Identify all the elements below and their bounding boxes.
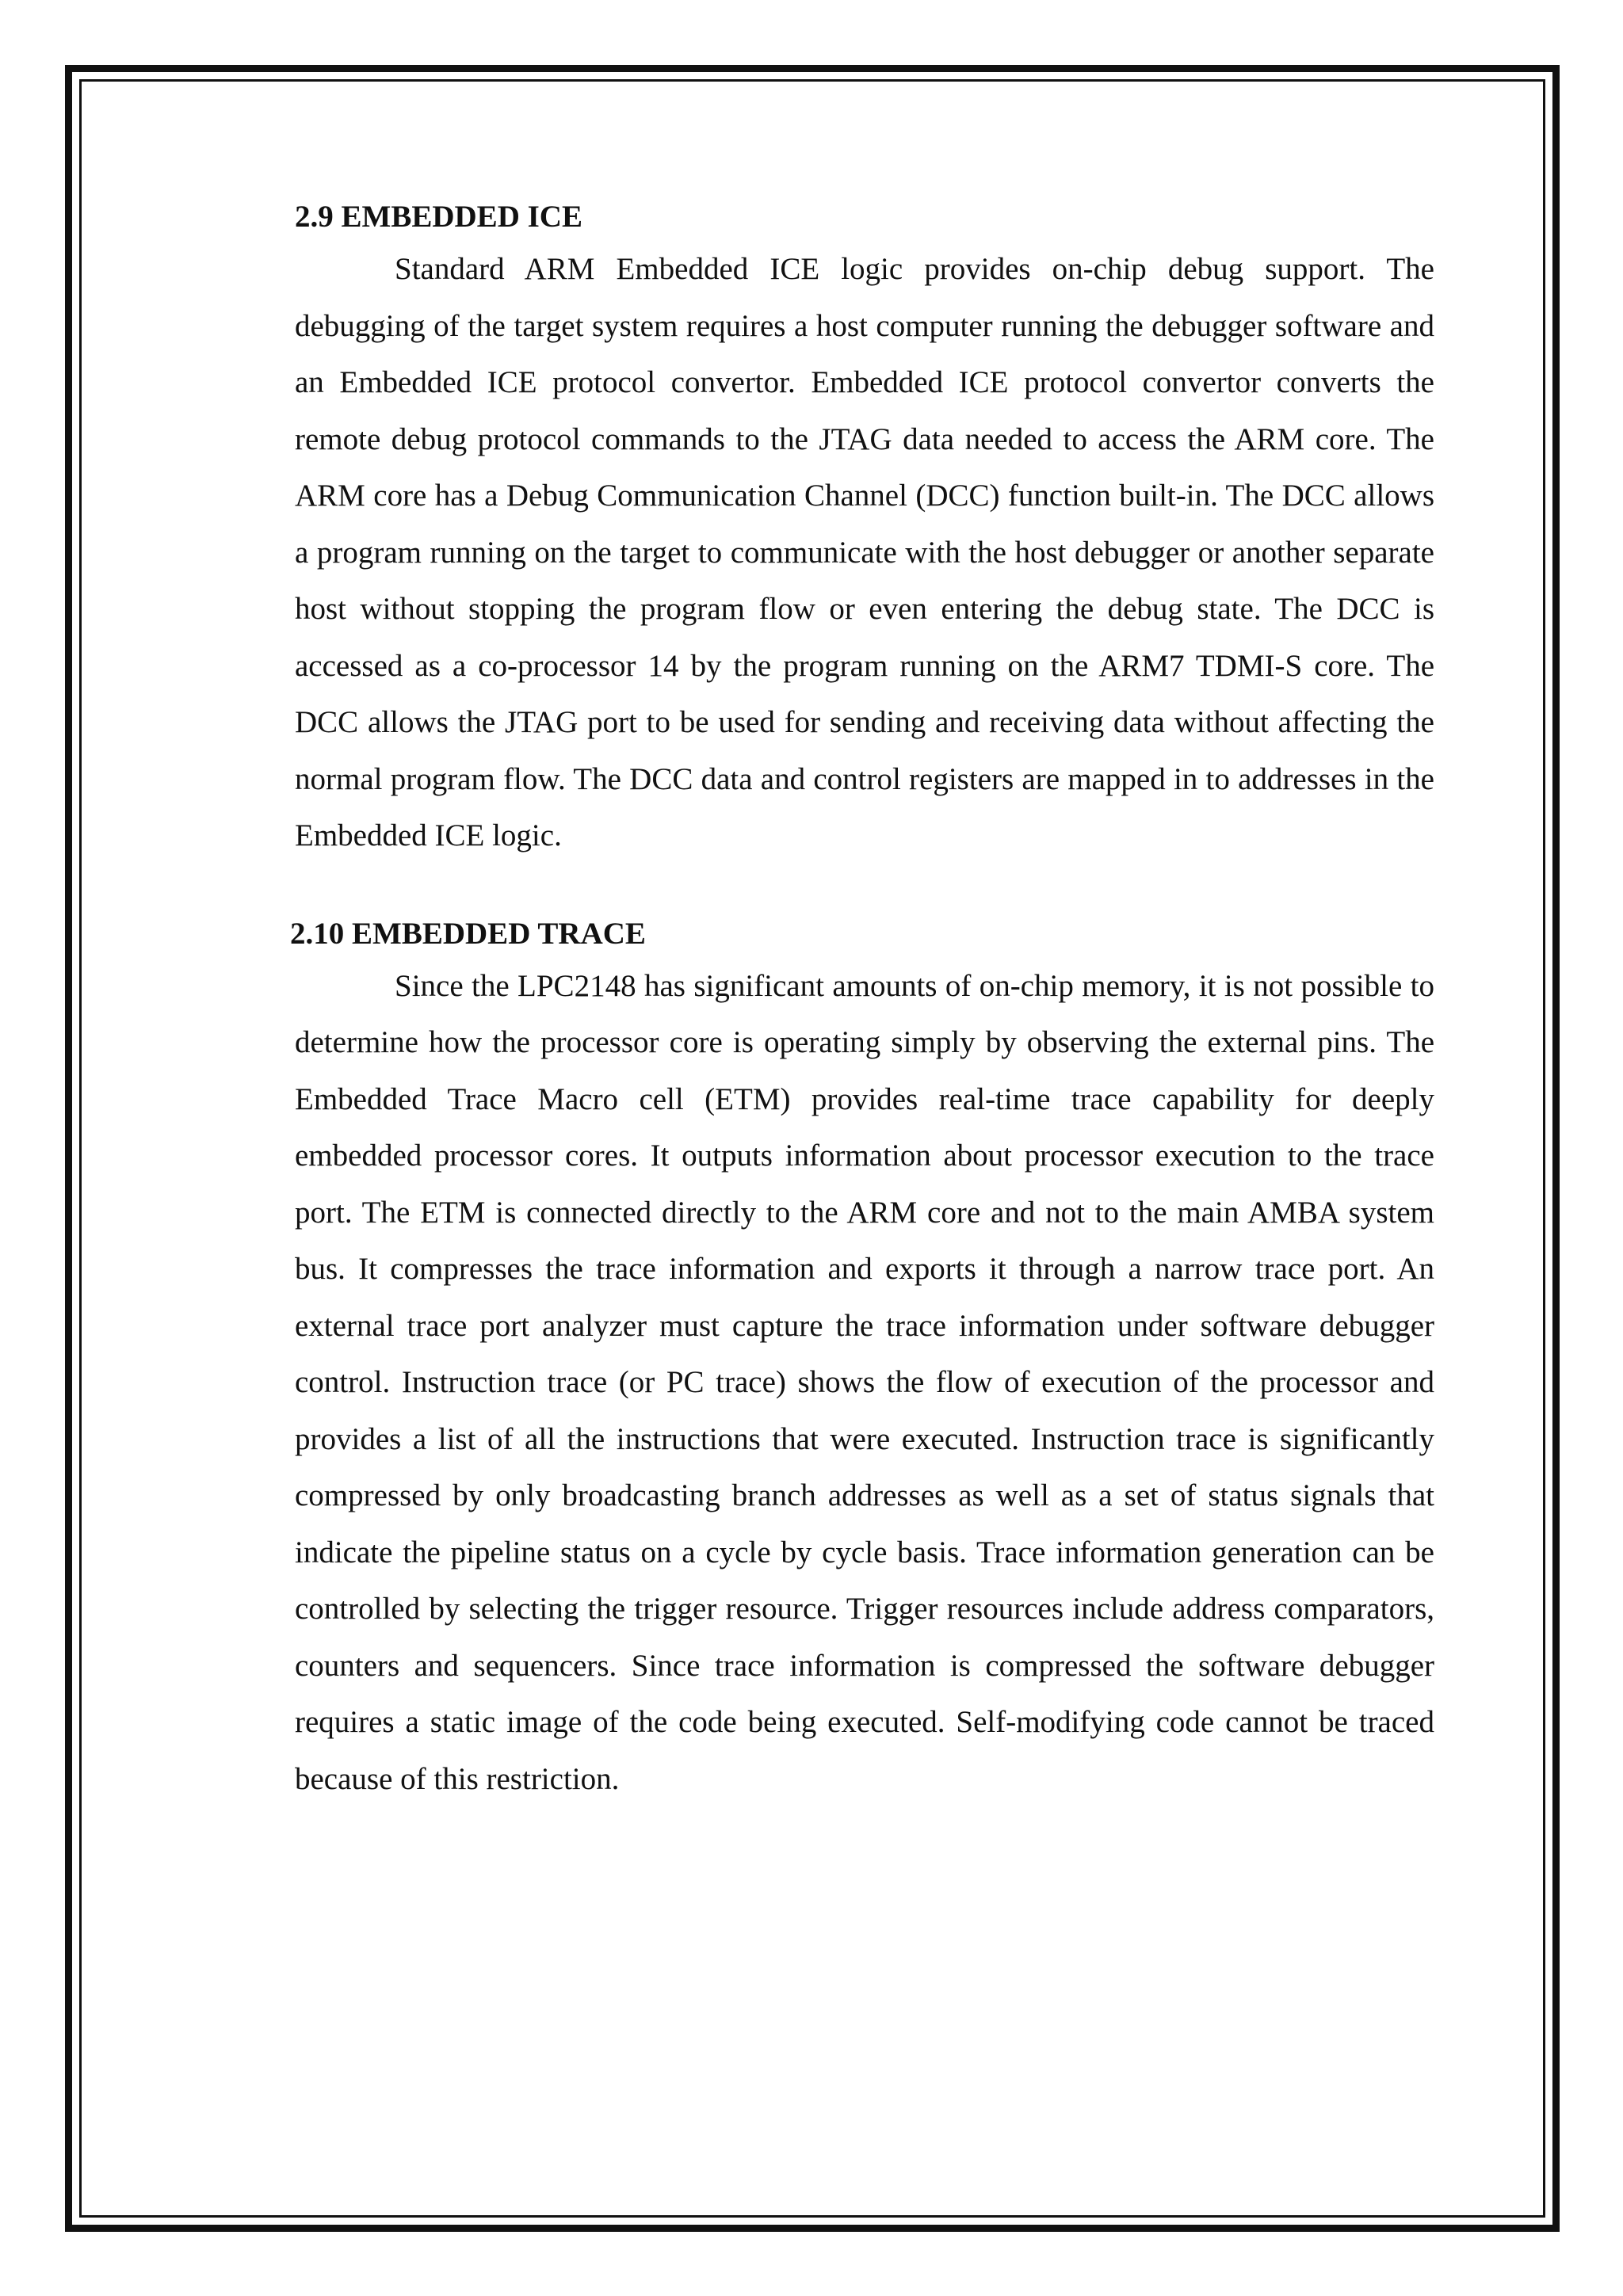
- section-heading-embedded-trace: 2.10 EMBEDDED TRACE: [290, 916, 646, 951]
- section-heading-embedded-ice: 2.9 EMBEDDED ICE: [295, 200, 582, 234]
- page-content: [290, 193, 1434, 1807]
- section-body-embedded-trace: Since the LPC2148 has significant amounts of on-chip memory, it is not possible to determine how the processor core is operating simply by observing the external pins. The Embedded Trace Macro cell (ETM) provides real-time trace capability for deeply embedded processor cores. It outputs information about processor execution to the trace port. The ETM is connected directly to the ARM core and not to the main AMBA system bus. It compresses the trace information and exports it through a narrow trace port. An external trace port analyzer must capture the trace information under software debugger control. Instruction trace (or PC trace) shows the flow of execution of the processor and provides a list of all the instructions that were executed. Instruction trace is significantly compressed by only broadcasting branch addresses as well as a set of status signals that indicate the pipeline status on a cycle by cycle basis. Trace information generation can be controlled by selecting the trigger resource. Trigger resources include address comparators, counters and sequencers. Since trace information is compressed the software debugger requires a static image of the code being executed. Self-modifying code cannot be traced because of this restriction.: [295, 968, 1434, 1796]
- section-body-embedded-ice: Standard ARM Embedded ICE logic provides on-chip debug support. The debugging of the target system requires a host computer running the debugger software and an Embedded ICE protocol convertor. Embedded ICE protocol convertor converts the remote debug protocol commands to the JTAG data needed to access the ARM core. The ARM core has a Debug Communication Channel (DCC) function built-in. The DCC allows a program running on the target to communicate with the host debugger or another separate host without stopping the program flow or even entering the debug state. The DCC is accessed as a co-processor 14 by the program running on the ARM7 TDMI-S core. The DCC allows the JTAG port to be used for sending and receiving data without affecting the normal program flow. The DCC data and control registers are mapped in to addresses in the Embedded ICE logic.: [295, 252, 1434, 852]
